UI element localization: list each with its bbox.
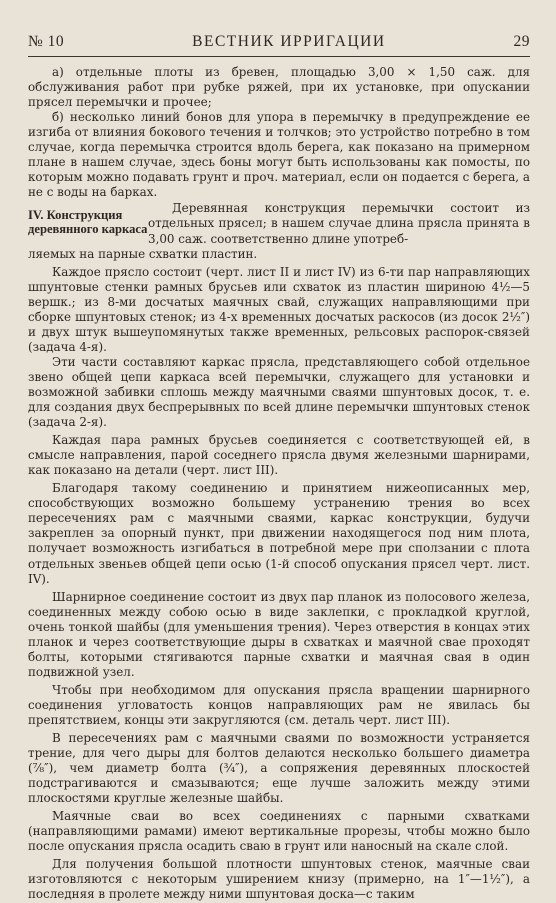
section-heading: IV. Конструкция деревянного каркаса: [28, 208, 148, 237]
paragraph: Маячные сваи во всех соединениях с парными схватками (направляющими рамами) имеют вертикальные прорезы, чтобы можно было после опускания прясла осадить сваю в грунт или наносный на скале слой.: [28, 809, 530, 854]
paragraph: В пересечениях рам с маячными сваями по возможности устраняется трение, для чего дыры для болтов делаются несколько большего диаметра (⅞″), чем диаметр болта (¾″), а сопряжения деревянных плоскостей подстрагиваются и смазываются; еще лучше заложить между этими плоскостями круглые железные шайбы.: [28, 731, 530, 806]
paragraph: Для получения большой плотности шпунтовых стенок, маячные сваи изготовляются с некоторым уширением книзу (примерно, на 1″—1½″), а последняя в пролете между ними шпунтовая доска—с таким: [28, 857, 530, 902]
page-number: 29: [513, 33, 530, 50]
paragraph: Эти части составляют каркас прясла, представляющего собой отдельное звено общей цепи каркаса всей перемычки, служащего для установки и возможной забивки сплошь между маячными сваями шпунтовых досок, т. е. для создания двух беспрерывных по всей длине перемычки шпунтовых стенок (задача 2-я).: [28, 354, 530, 430]
paragraph: Каждое прясло состоит (черт. лист II и лист IV) из 6-ти пар направляющих шпунтовые стенки рамных брусьев или схваток из пластин шириною 4½—5 вершк.; из 8-ми досчатых маячных свай, служащих направляющими при сборке шпунтовых стенок; из 4-х временных досчатых раскосов (из досок 2½″) и двух штук вышеупомянутых также временных, рельсовых распорок-связей (задача 4-я).: [28, 264, 530, 354]
article-body: [28, 57, 530, 903]
paragraph: Благодаря такому соединению и принятием нижеописанных мер, способствующих возможно большему устранению трения во всех пересечениях рам с маячными сваями, каркас конструкции, будучи закреплен за опорный пункт, при движении находящегося под ним плота, получает возможность изгибаться в потребной мере при сползании с плота отдельных звеньев общей цепи осью (1-й способ опускания прясел черт. лист. IV).: [28, 481, 530, 586]
running-header: [28, 0, 530, 57]
section-intro-continuation: ляемых на парные схватки пластин.: [28, 246, 258, 261]
paragraph-a: а) отдельные плоты из бревен, площадью 3,00 × 1,50 саж. для обслуживания работ при рубке ряжей, при их установке, при опускании прясел перемычки и прочее;: [28, 65, 530, 110]
section-intro-text: Деревянная конструкция перемычки состоит из отдельных прясел; в нашем случае длина прясла принята в 3,00 саж. соответственно длине употреб-: [148, 201, 530, 246]
paragraph: Чтобы при необходимом для опускания прясла вращении шарнирного соединения угловатость концов направляющих рам не явилась бы препятствием, концы эти закругляются (см. деталь черт. лист III).: [28, 682, 530, 727]
paragraph: Каждая пара рамных брусьев соединяется с соответствующей ей, в смысле направления, парой соседнего прясла двумя железными шарнирами, как показано на детали (черт. лист III).: [28, 433, 530, 478]
paragraph-b: б) несколько линий бонов для упора в перемычку в предупреждение ее изгиба от влияния бокового течения и толчков; это устройство потребно в том случае, когда перемычка строится вдоль берега, как показано на примерном плане в нашем случае, здесь боны могут быть использованы как помосты, по которым можно подавать грунт и проч. материал, если он подается с берега, а не с воды на барках.: [28, 110, 530, 200]
paragraph: Шарнирное соединение состоит из двух пар планок из полосового железа, соединенных между собою осью в виде заклепки, с прокладкой круглой, очень тонкой шайбы (для уменьшения трения). Через отверстия в концах этих планок и через соответствующие дыры в схватках и маячной сваe проходят болты, которыми стягиваются парные схватки и маячная свая в один подвижной узел.: [28, 589, 530, 679]
issue-number: № 10: [28, 33, 65, 50]
journal-title: ВЕСТНИК ИРРИГАЦИИ: [192, 33, 386, 50]
section-iv: [28, 201, 530, 246]
section-intro: [148, 201, 530, 246]
